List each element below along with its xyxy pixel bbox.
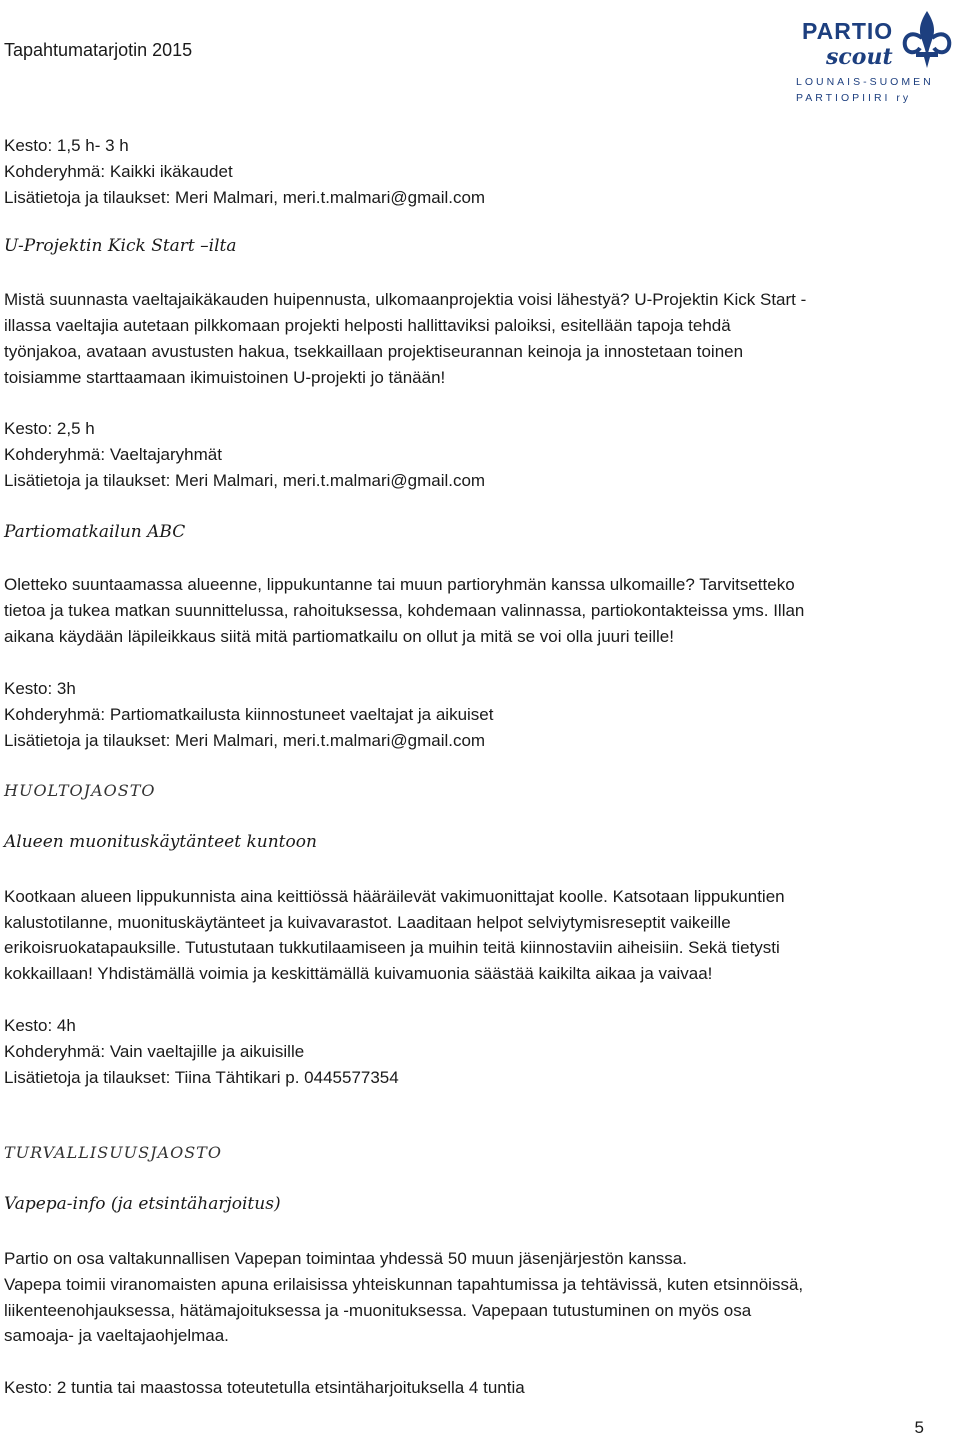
kesto-text: Kesto: 3h	[4, 679, 76, 698]
kohderyhma-text: Kohderyhmä: Vain vaeltajille ja aikuisille	[4, 1042, 305, 1061]
paragraph-line: Kootkaan alueen lippukunnista aina keittiössä hääräilevät vakimuonittajat koolle. Katsotaan lippukuntien	[4, 887, 785, 906]
lisatietoja-text: Lisätietoja ja tilaukset: Meri Malmari, meri.t.malmari@gmail.com	[4, 731, 486, 750]
kesto-text: Kesto: 2,5 h	[4, 419, 95, 438]
paragraph-line: Oletteko suuntaamassa alueenne, lippukuntanne tai muun partioryhmän kanssa ulkomaille? Tarvitsetteko	[4, 575, 795, 594]
logo-text-partio: PARTIO	[802, 18, 894, 44]
paragraph-line: erikoisruokatapauksille. Tutustutaan tukkutilaamiseen ja muihin teitä kiinnostaviin aiheisiin. Sekä tietysti	[4, 938, 780, 957]
lisatietoja-text: Lisätietoja ja tilaukset: Meri Malmari, meri.t.malmari@gmail.com	[4, 471, 486, 490]
event-title: Partiomatkailun ABC	[4, 522, 186, 542]
event-title: Vapepa-info (ja etsintäharjoitus)	[4, 1194, 281, 1214]
paragraph-line: Partio on osa valtakunnallisen Vapepan toimintaa yhdessä 50 muun jäsenjärjestön kanssa.	[4, 1249, 687, 1268]
kesto-text: Kesto: 2 tuntia tai maastossa toteutetulla etsintäharjoituksella 4 tuntia	[4, 1378, 525, 1397]
paragraph-line: liikenteenohjauksessa, hätämajoituksessa ja -muonituksessa. Vapepaan tutustuminen on myös osa	[4, 1301, 752, 1320]
kohderyhma-text: Kohderyhmä: Partiomatkailusta kiinnostuneet vaeltajat ja aikuiset	[4, 705, 494, 724]
page-number: 5	[914, 1418, 924, 1437]
paragraph-line: Mistä suunnasta vaeltajaikäkauden huipennusta, ulkomaanprojektia voisi lähestyä? U-Projektin Kick Start -	[4, 290, 807, 309]
logo-text-partiopiiri: PARTIOPIIRI ry	[796, 92, 912, 104]
fleur-de-lis-icon	[900, 8, 954, 70]
paragraph-line: työnjakoa, avataan avustusten hakua, tsekkaillaan projektiseurannan keinoja ja innostetaan toinen	[4, 342, 744, 361]
kesto-text: Kesto: 4h	[4, 1016, 76, 1035]
paragraph-line: toisiamme starttaamaan ikimuistoinen U-projekti jo tänään!	[4, 368, 446, 387]
event-title: U-Projektin Kick Start –ilta	[4, 236, 237, 256]
logo-text-scout: scout	[826, 44, 893, 70]
lisatietoja-text: Lisätietoja ja tilaukset: Meri Malmari, meri.t.malmari@gmail.com	[4, 188, 486, 207]
section-heading: HUOLTOJAOSTO	[4, 781, 156, 800]
paragraph-line: tietoa ja tukea matkan suunnittelussa, rahoituksessa, kohdemaan valinnassa, partiokontakteissa yms. Illan	[4, 601, 805, 620]
document-header-title: Tapahtumatarjotin 2015	[4, 40, 193, 60]
paragraph-line: samoaja- ja vaeltajaohjelmaa.	[4, 1326, 229, 1345]
event-title: Alueen muonituskäytänteet kuntoon	[4, 832, 317, 852]
logo-text-lounais-suomen: LOUNAIS-SUOMEN	[796, 76, 934, 88]
paragraph-line: kalustotilanne, muonituskäytänteet ja kuivavarastot. Laaditaan helpot selviytymisreseptit vaikeille	[4, 913, 731, 932]
paragraph-line: kokkaillaan! Yhdistämällä voimia ja keskittämällä kuivamuonia säästää kaikilta aikaa ja vaivaa!	[4, 964, 713, 983]
kohderyhma-text: Kohderyhmä: Vaeltajaryhmät	[4, 445, 222, 464]
kohderyhma-text: Kohderyhmä: Kaikki ikäkaudet	[4, 162, 233, 181]
paragraph-line: illassa vaeltajia autetaan pilkkomaan projekti helposti hallittaviksi paloiksi, esitellään tapoja tehdä	[4, 316, 731, 335]
paragraph-line: Vapepa toimii viranomaisten apuna erilaisissa yhteiskunnan tapahtumissa ja tehtävissä, kuten etsinnöissä,	[4, 1275, 804, 1294]
kesto-text: Kesto: 1,5 h- 3 h	[4, 136, 129, 155]
lisatietoja-text: Lisätietoja ja tilaukset: Tiina Tähtikari p. 0445577354	[4, 1068, 399, 1087]
section-heading: TURVALLISUUSJAOSTO	[4, 1143, 222, 1162]
paragraph-line: aikana käydään läpileikkaus siitä mitä partiomatkailu on ollut ja mitä se voi olla juuri teille!	[4, 627, 674, 646]
partio-scout-logo	[796, 6, 956, 106]
